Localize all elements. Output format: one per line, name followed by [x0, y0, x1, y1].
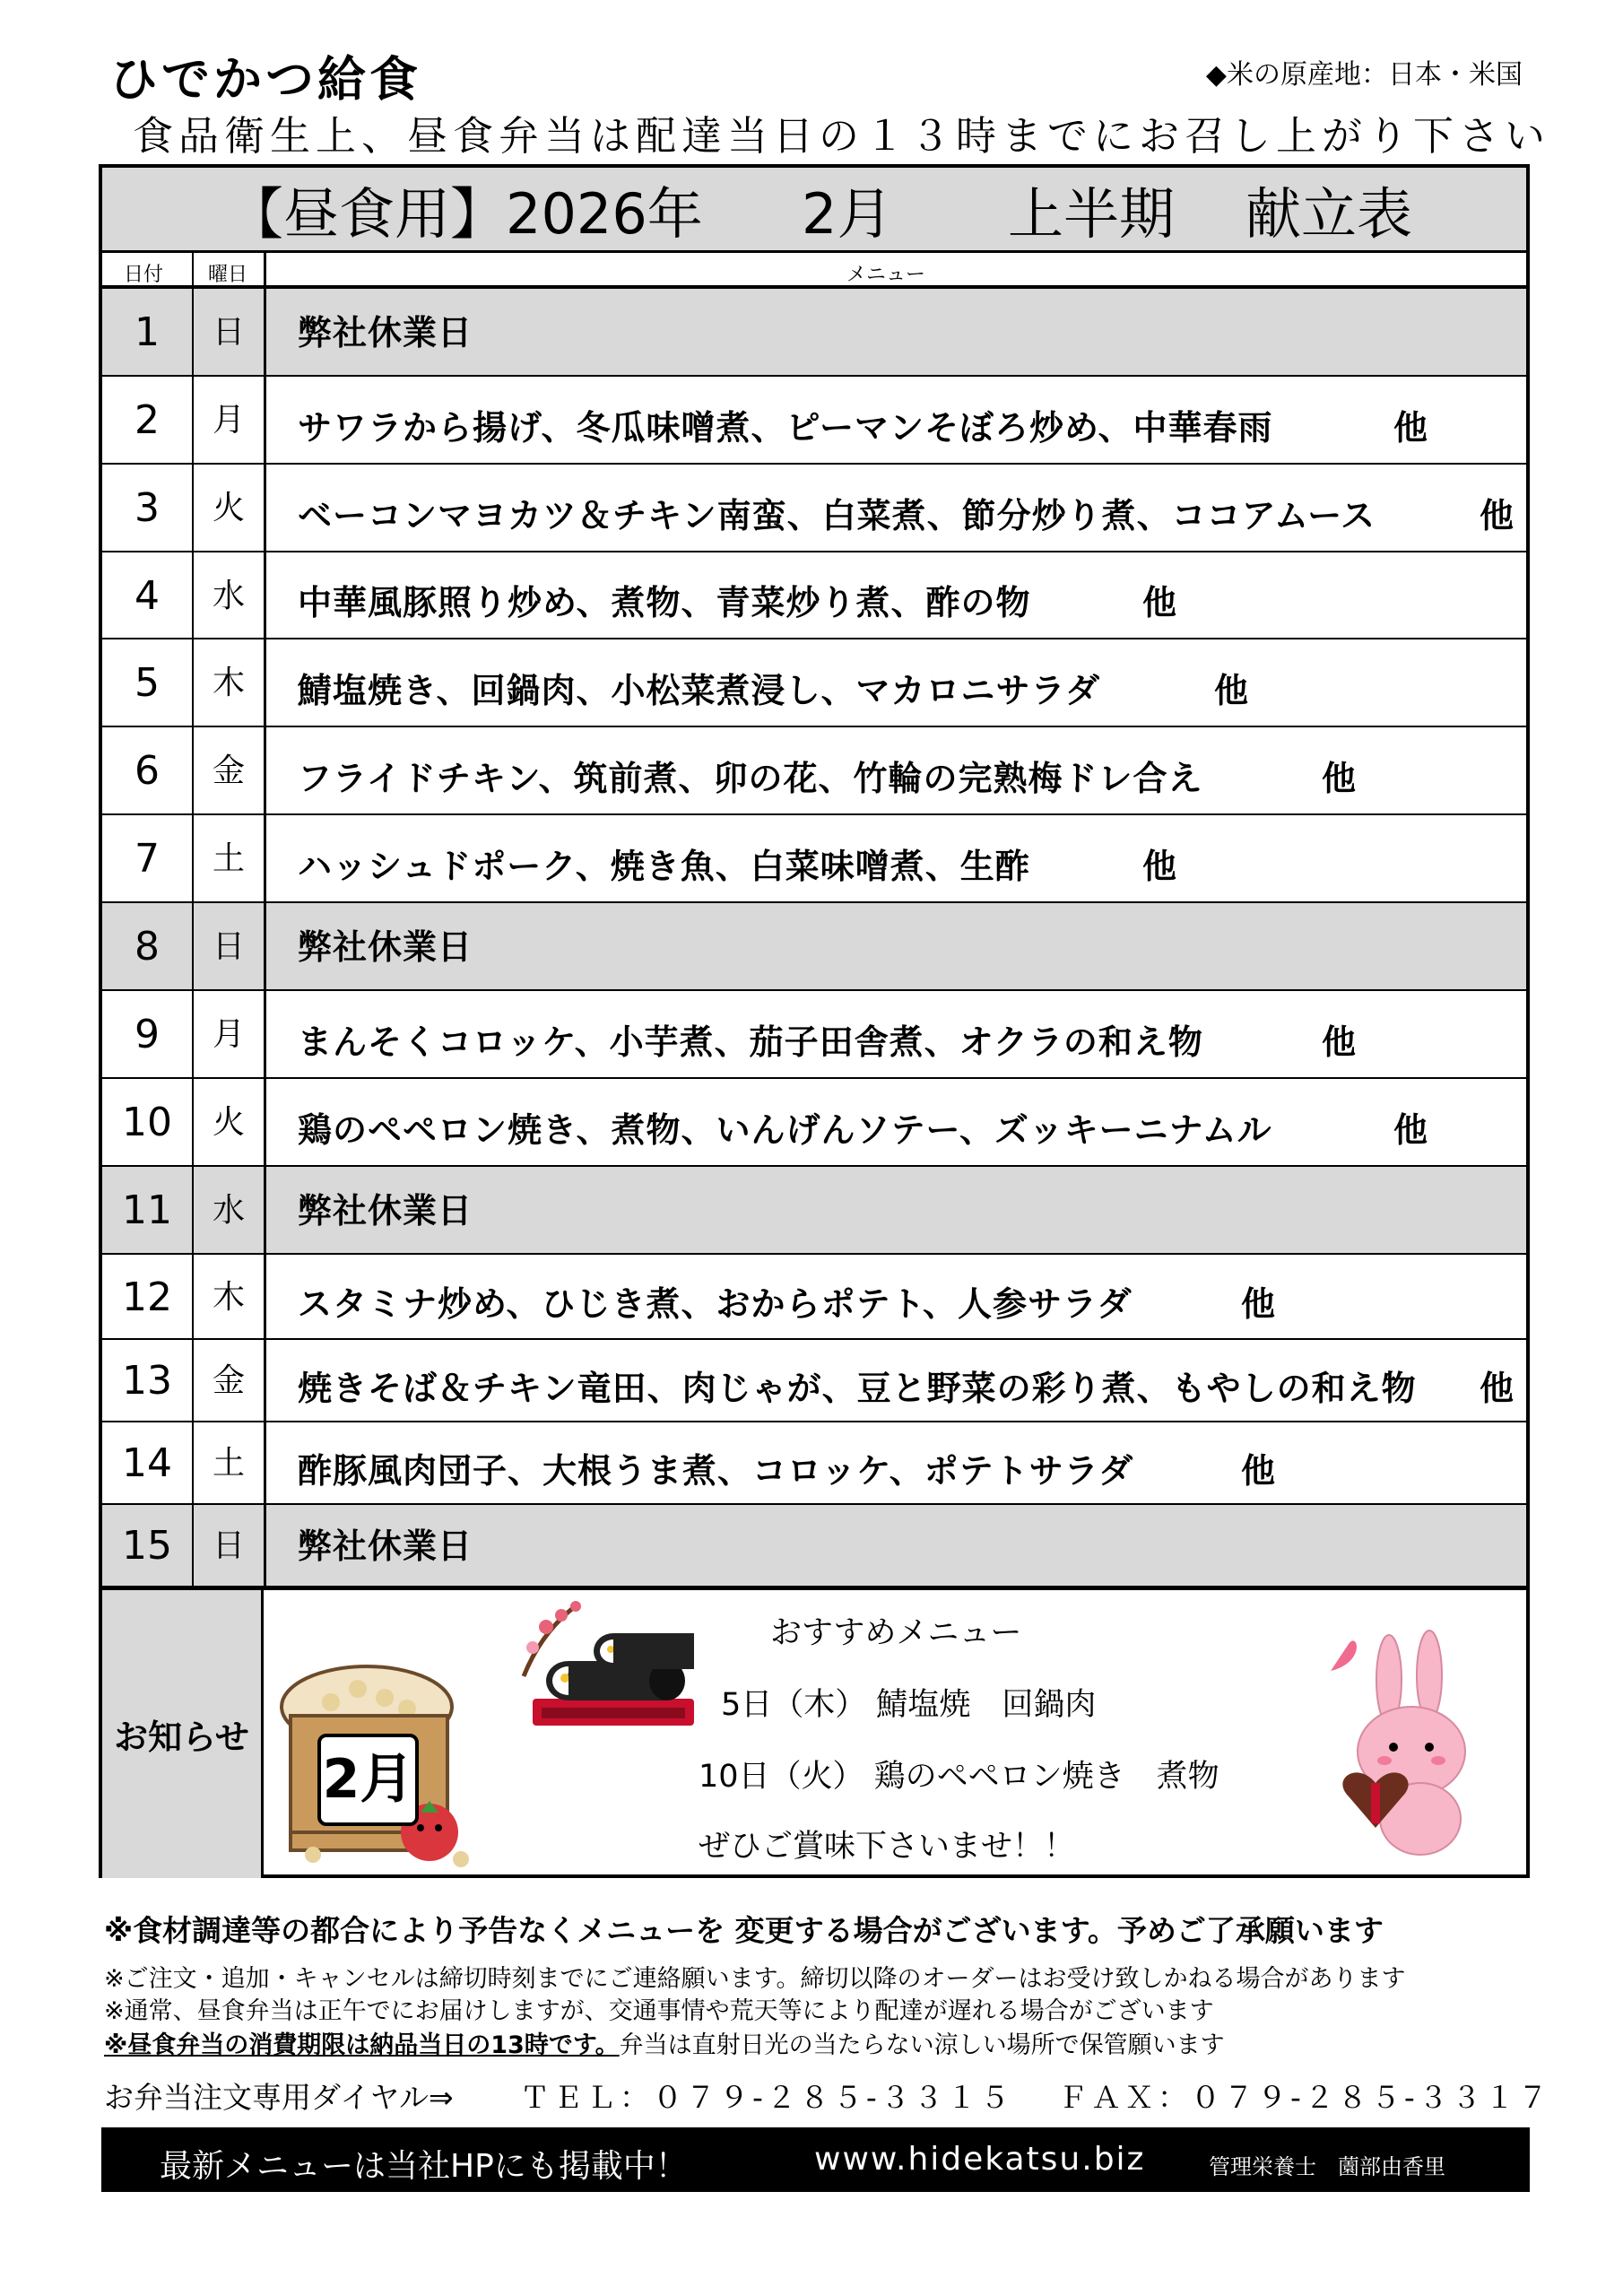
row-other: 他	[1142, 847, 1177, 886]
row-weekday: 木	[212, 1279, 245, 1316]
row-weekday: 火	[212, 490, 245, 526]
table-row	[102, 1167, 1526, 1255]
row-weekday: 土	[212, 1445, 245, 1482]
title-period: 上半期	[1008, 180, 1176, 247]
notice-label: お知らせ	[102, 1590, 264, 1878]
row-other: 他	[1480, 1369, 1515, 1408]
row-weekday: 金	[212, 752, 245, 789]
table-row	[102, 1255, 1526, 1340]
delivery-notice: ※通常、昼食弁当は正午でにお届けしますが、交通事情や荒天等により配達が遅れる場合がございます	[104, 1997, 1214, 2025]
table-row	[102, 289, 1526, 377]
table-row	[102, 1505, 1526, 1587]
row-date: 8	[135, 924, 160, 970]
row-menu: 酢豚風肉団子、大根うま煮、コロッケ、ポテトサラダ	[298, 1451, 1134, 1491]
row-date: 2	[135, 397, 160, 443]
row-weekday: 水	[212, 1192, 245, 1229]
table-row	[102, 552, 1526, 639]
row-menu: 弊社休業日	[298, 927, 473, 967]
row-other: 他	[1393, 408, 1428, 448]
reco-item: 5日（木） 鯖塩焼 回鍋肉	[721, 1687, 1097, 1723]
row-date: 6	[135, 748, 160, 794]
hygiene-notice: 食品衛生上、昼食弁当は配達当日の１３時までにお召し上がり下さい	[133, 112, 1551, 160]
row-menu: 弊社休業日	[298, 1526, 473, 1566]
notice-section	[102, 1587, 1526, 1878]
row-date: 15	[122, 1523, 172, 1569]
table-row	[102, 377, 1526, 465]
row-date: 11	[122, 1187, 172, 1233]
expiry-notice	[104, 2025, 1225, 2060]
table-row	[102, 465, 1526, 552]
row-menu: サワラから揚げ、冬瓜味噌煮、ピーマンそぼろ炒め、中華春雨	[298, 408, 1273, 448]
row-date: 4	[135, 573, 160, 619]
row-menu: ベーコンマヨカツ＆チキン南蛮、白菜煮、節分炒り煮、ココアムース	[298, 496, 1376, 535]
table-row	[102, 727, 1526, 815]
order-notice: ※ご注文・追加・キャンセルは締切時刻までにご連絡願います。締切以降のオーダーはお受け致しかねる場合があります	[104, 1965, 1406, 1993]
table-row	[102, 815, 1526, 903]
row-menu: スタミナ炒め、ひじき煮、おからポテト、人参サラダ	[298, 1284, 1133, 1324]
row-weekday: 水	[212, 578, 245, 614]
dietitian-name: 管理栄養士 薗部由香里	[1209, 2154, 1445, 2179]
ehomaki-illustration	[506, 1596, 721, 1748]
row-date: 1	[135, 309, 160, 355]
rice-origin: ◆米の原産地：日本・米国	[1205, 59, 1523, 91]
row-other: 他	[1214, 671, 1249, 710]
row-menu: 鯖塩焼き、回鍋肉、小松菜煮浸し、マカロニサラダ	[298, 671, 1101, 710]
latest-menu-text: 最新メニューは当社HPにも掲載中！	[160, 2148, 688, 2185]
column-header	[102, 253, 1526, 289]
month-badge: 2月	[317, 1734, 419, 1826]
row-weekday: 月	[212, 402, 245, 439]
row-date: 9	[135, 1012, 160, 1057]
row-other: 他	[1241, 1284, 1276, 1324]
table-row	[102, 903, 1526, 991]
row-menu: 焼きそば＆チキン竜田、肉じゃが、豆と野菜の彩り煮、もやしの和え物	[298, 1369, 1417, 1408]
row-other: 他	[1142, 583, 1177, 622]
row-date: 12	[122, 1274, 172, 1320]
row-date: 13	[122, 1358, 172, 1404]
row-menu: ハッシュドポーク、焼き魚、白菜味噌煮、生酢	[298, 847, 1030, 886]
title-doc: 献立表	[1245, 180, 1413, 247]
reco-item: 10日（火） 鶏のペペロン焼き 煮物	[699, 1759, 1219, 1795]
table-row	[102, 1079, 1526, 1167]
row-other: 他	[1241, 1451, 1276, 1491]
fax-number: ＦＡＸ：０７９-２８５-３３１７	[1058, 2080, 1551, 2115]
table-row	[102, 991, 1526, 1079]
setsubun-illustration	[277, 1653, 492, 1868]
expiry-rest: 弁当は直射日光の当たらない涼しい場所で保管願います	[619, 2031, 1225, 2059]
row-other: 他	[1480, 496, 1515, 535]
row-weekday: 日	[212, 928, 245, 965]
table-row	[102, 1340, 1526, 1422]
website-link[interactable]: www.hidekatsu.biz	[814, 2141, 1146, 2178]
brand-name: ひでかつ給食	[109, 51, 421, 108]
row-menu: フライドチキン、筑前煮、卯の花、竹輪の完熟梅ドレ合え	[298, 759, 1203, 798]
reco-closing: ぜひご賞味下さいませ！！	[699, 1829, 1076, 1865]
row-other: 他	[1322, 759, 1357, 798]
title-month: 2月	[802, 180, 893, 247]
row-date: 3	[135, 485, 160, 531]
col-menu: メニュー	[846, 264, 926, 286]
row-date: 5	[135, 660, 160, 706]
row-weekday: 金	[212, 1362, 245, 1399]
row-weekday: 日	[212, 314, 245, 351]
col-weekday: 曜日	[208, 264, 248, 286]
row-menu: 弊社休業日	[298, 313, 473, 352]
menu-table	[99, 164, 1530, 1878]
page-title	[102, 168, 1526, 253]
row-menu: 中華風豚照り炒め、煮物、青菜炒り煮、酢の物	[298, 583, 1031, 622]
row-other: 他	[1322, 1022, 1357, 1062]
row-weekday: 土	[212, 840, 245, 877]
row-weekday: 木	[212, 665, 245, 701]
row-menu: 弊社休業日	[298, 1191, 473, 1231]
expiry-bold: ※昼食弁当の消費期限は納品当日の13時です。	[104, 2031, 620, 2059]
divider	[264, 253, 266, 1587]
footer-bar	[101, 2127, 1530, 2192]
row-date: 10	[122, 1100, 172, 1145]
row-date: 14	[122, 1440, 172, 1486]
table-row	[102, 639, 1526, 727]
reco-title: おすすめメニュー	[770, 1615, 1022, 1651]
row-weekday: 火	[212, 1104, 245, 1141]
col-date: 日付	[124, 264, 164, 286]
order-dial-label: お弁当注文専用ダイヤル⇒	[104, 2080, 454, 2115]
title-label: 【昼食用】2026年	[228, 180, 703, 247]
rabbit-illustration	[1295, 1626, 1492, 1859]
table-row	[102, 1422, 1526, 1505]
row-date: 7	[135, 836, 160, 882]
row-weekday: 日	[212, 1527, 245, 1564]
tel-number[interactable]: ＴＥＬ：０７９-２８５-３３１５	[520, 2080, 1013, 2115]
divider	[192, 253, 194, 1587]
row-other: 他	[1393, 1110, 1428, 1150]
row-menu: 鶏のペペロン焼き、煮物、いんげんソテー、ズッキーニナムル	[298, 1110, 1272, 1150]
row-menu: まんそくコロッケ、小芋煮、茄子田舎煮、オクラの和え物	[298, 1022, 1203, 1062]
change-notice: ※食材調達等の都合により予告なくメニューを 変更する場合がございます。予めご了承願います	[104, 1913, 1384, 1948]
row-weekday: 月	[212, 1016, 245, 1053]
